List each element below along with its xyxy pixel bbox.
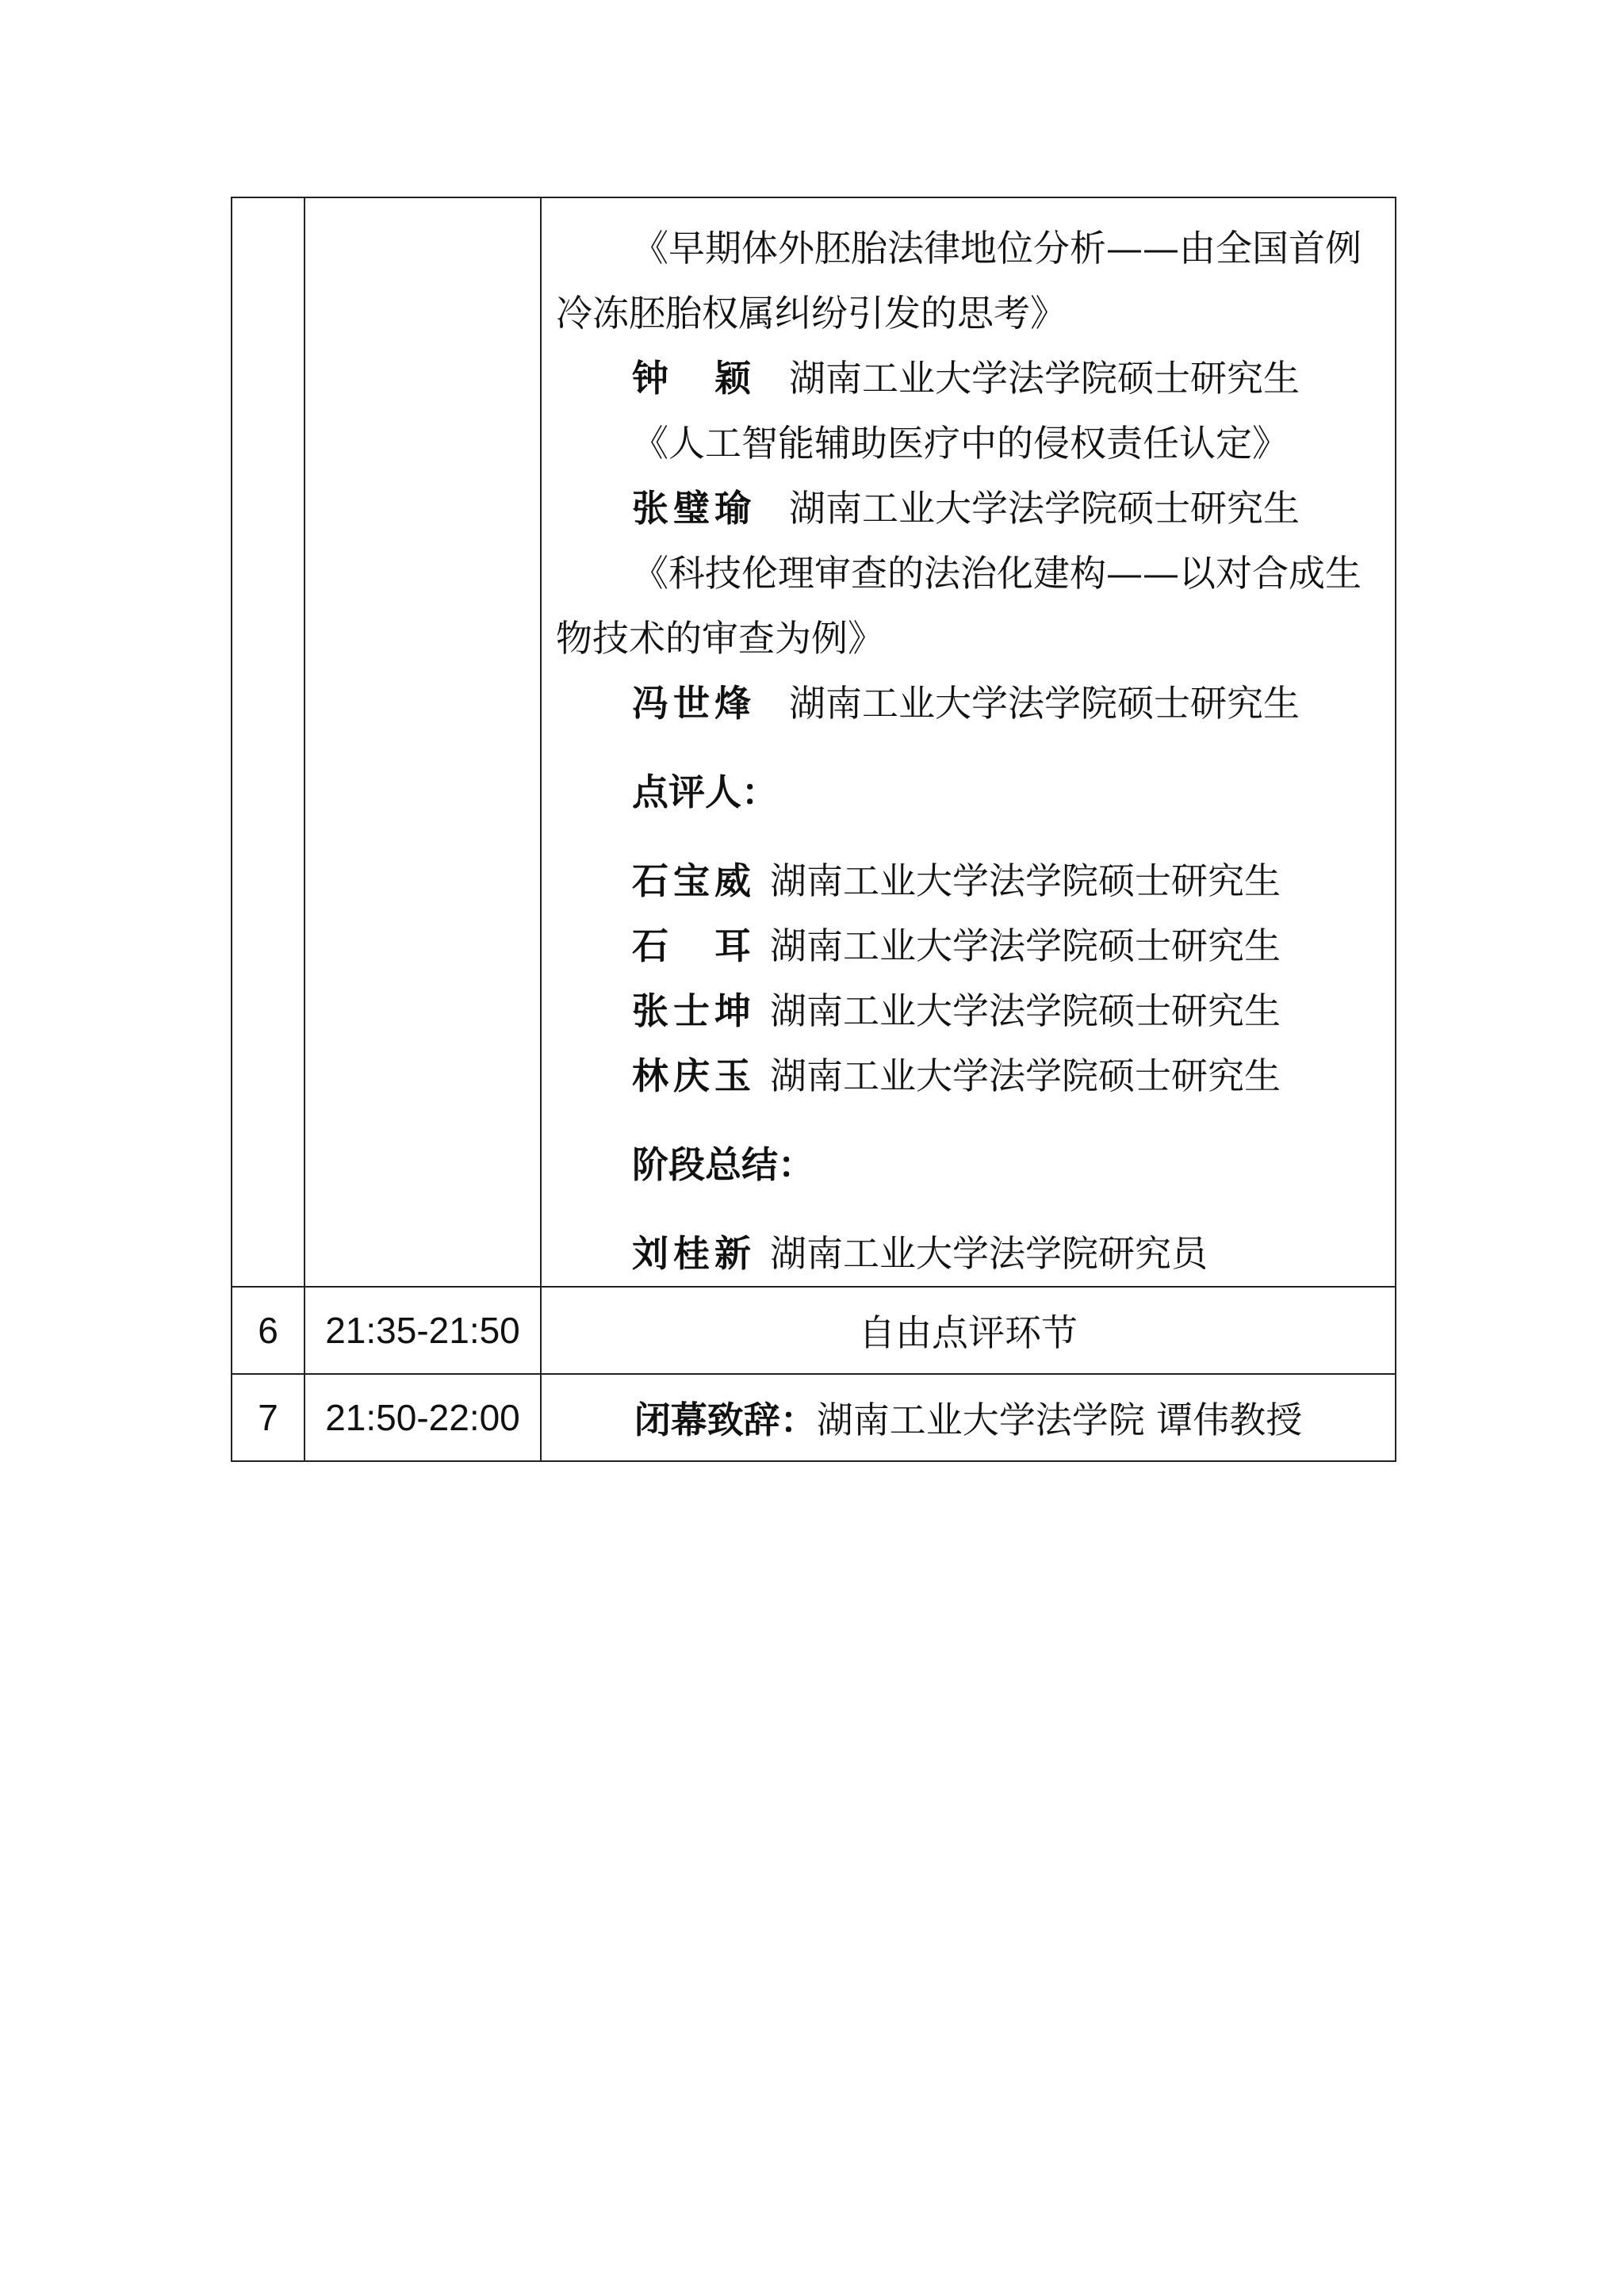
presenter-affiliation: 湖南工业大学法学院硕士研究生 — [789, 682, 1300, 725]
presenter-name: 冯世烽 — [632, 682, 751, 725]
reviewer-name: 石 耳 — [632, 924, 751, 967]
reviewer-line — [556, 1043, 1381, 1108]
presentation-title: 《人工智能辅助医疗中的侵权责任认定》 — [632, 422, 1289, 465]
reviewer-line — [556, 848, 1381, 913]
reviewer-line — [556, 978, 1381, 1043]
reviewer-name: 张士坤 — [632, 989, 751, 1032]
row-number: 6 — [232, 1287, 304, 1374]
presentation-title: 《早期体外胚胎法律地位分析——由全国首例冷冻胚胎权属纠纷引发的思考》 — [556, 227, 1362, 335]
presenter-name: 张璧瑜 — [632, 487, 751, 530]
reviewer-affiliation: 湖南工业大学法学院硕士研究生 — [770, 989, 1281, 1032]
reviewer-name: 石宝威 — [632, 859, 751, 902]
table-row-continued — [232, 197, 1396, 1287]
summary-heading: 阶段总结： — [632, 1143, 814, 1186]
reviewer-name: 林庆玉 — [632, 1054, 751, 1097]
time-cell-empty — [304, 197, 541, 1287]
num-cell-empty — [232, 197, 304, 1287]
row-time: 21:50-22:00 — [304, 1374, 541, 1461]
presenter-line — [556, 476, 1381, 541]
schedule-table — [231, 197, 1396, 1462]
table-row — [232, 1287, 1396, 1374]
reviewer-affiliation: 湖南工业大学法学院硕士研究生 — [770, 859, 1281, 902]
presenter-affiliation: 湖南工业大学法学院硕士研究生 — [789, 487, 1300, 530]
summary-affiliation: 湖南工业大学法学院研究员 — [770, 1232, 1208, 1275]
row-time: 21:35-21:50 — [304, 1287, 541, 1374]
content-cell — [541, 197, 1396, 1287]
reviewer-affiliation: 湖南工业大学法学院硕士研究生 — [770, 924, 1281, 967]
row-content: 自由点评环节 — [541, 1287, 1396, 1374]
presenter-line — [556, 671, 1381, 736]
row-content-closing — [541, 1374, 1396, 1461]
row-number: 7 — [232, 1374, 304, 1461]
table-row — [232, 1374, 1396, 1461]
presenter-line — [556, 346, 1381, 411]
presenter-name: 钟 颖 — [632, 357, 751, 400]
summary-line — [556, 1221, 1381, 1286]
reviewer-line — [556, 913, 1381, 978]
summary-name: 刘桂新 — [632, 1232, 751, 1275]
closing-detail: 湖南工业大学法学院 谭伟教授 — [816, 1399, 1303, 1441]
reviewer-affiliation: 湖南工业大学法学院硕士研究生 — [770, 1054, 1281, 1097]
reviewers-heading: 点评人： — [632, 771, 778, 813]
closing-label: 闭幕致辞： — [634, 1399, 817, 1441]
presenter-affiliation: 湖南工业大学法学院硕士研究生 — [789, 357, 1300, 400]
presentation-title: 《科技伦理审查的法治化建构——以对合成生物技术的审查为例》 — [556, 552, 1362, 660]
